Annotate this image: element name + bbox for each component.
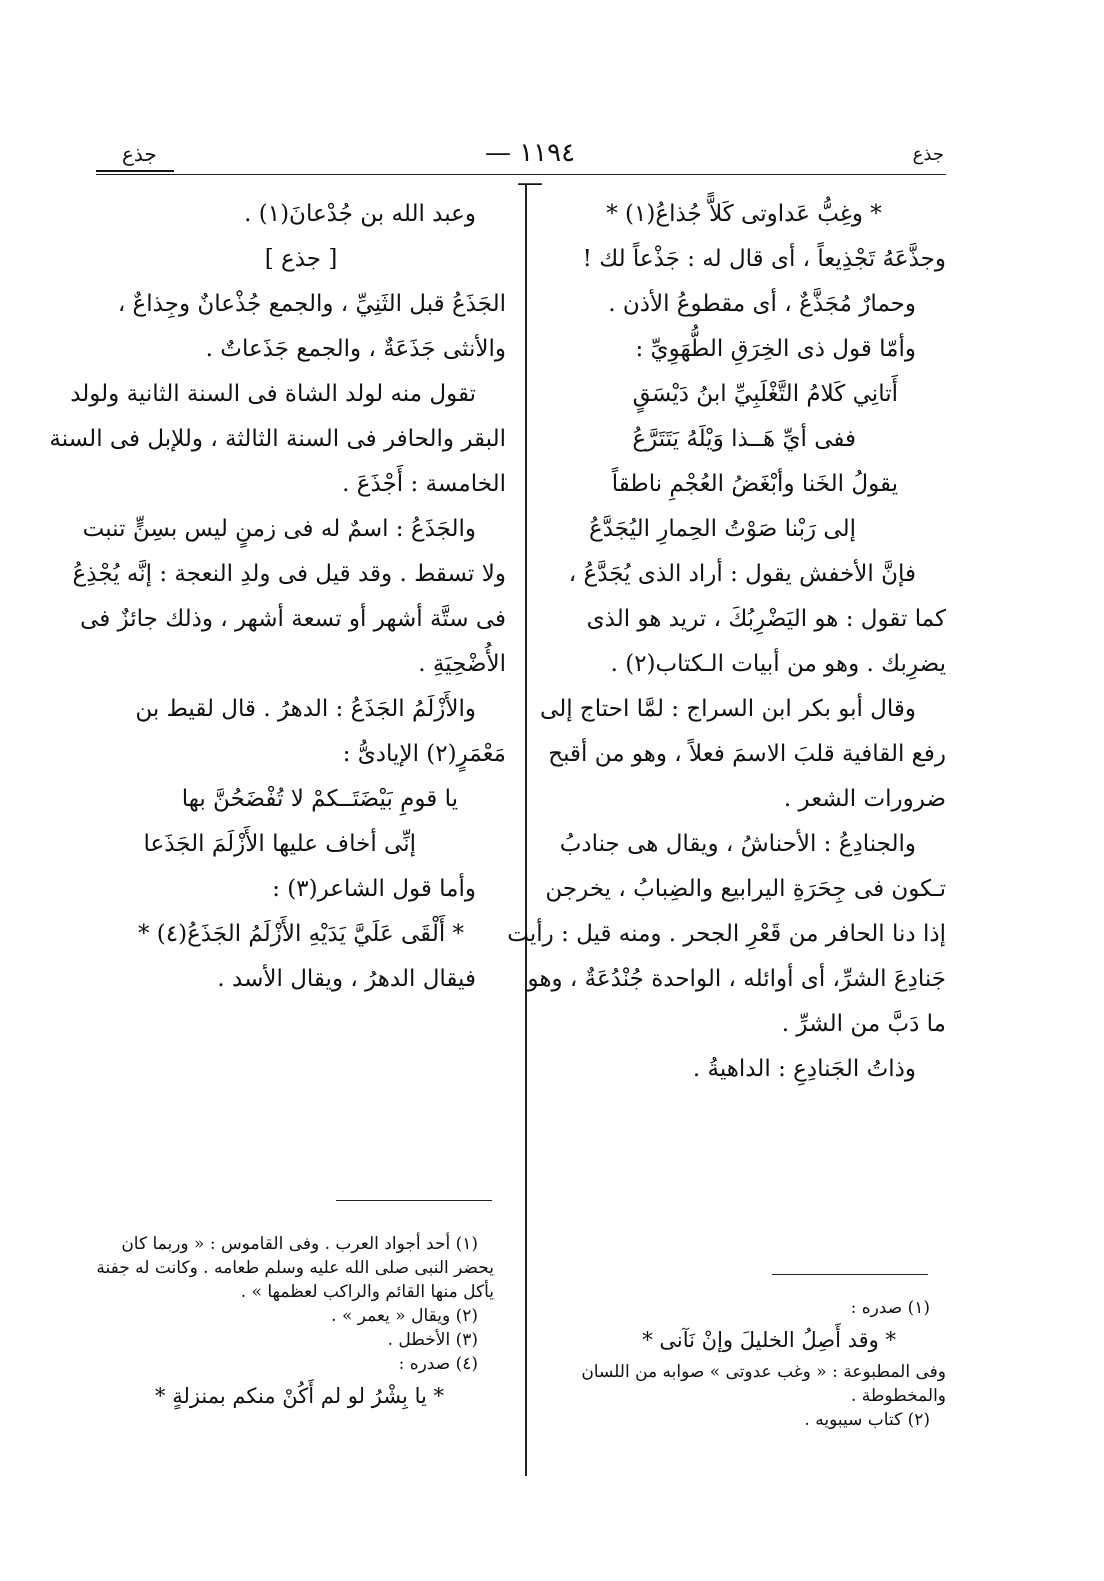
text-line: تـكون فى جِحَرَةِ اليرابيع والضِبابُ ، يخرجن — [545, 876, 946, 902]
header-left-underline — [96, 170, 174, 172]
text-line: والجَذَعُ : اسمٌ له فى زمنٍ ليس بسِنٍّ تنبت — [82, 516, 476, 542]
footnote-rule-left — [336, 1200, 492, 1201]
text-line: ما دَبَّ من الشرِّ . — [781, 1011, 946, 1037]
footnote-line: (٤) صدره : — [398, 1354, 478, 1374]
header-right-headword: جذع — [912, 144, 944, 165]
text-line: والأنثى جَذَعَةٌ ، والجمع جَذَعاتٌ . — [205, 336, 506, 362]
left-footnotes — [96, 1232, 494, 1416]
text-line: وقال أبو بكر ابن السراج : لمَّا احتاج إلى — [540, 696, 916, 722]
footnote-line: (١) أحد أجواد العرب . وفى القاموس : « وربما كان — [121, 1234, 478, 1254]
verse-line: إلى رَبْنا صَوْتُ الحِمارِ اليُجَدَّعُ — [589, 516, 856, 542]
column-divider — [525, 184, 527, 1476]
text-line: تقول منه لولد الشاة فى السنة الثانية ولولد — [70, 381, 476, 407]
footnote-verse: * يا بِشْرُ لو لم أَكُنْ منكم بمنزلةٍ * — [155, 1384, 444, 1408]
text-line: الخامسة : أَجْذَعَ . — [342, 471, 506, 497]
verse-line: يا قومِ بَيْضَتَــكمْ لا تُفْضَحُنَّ بها — [181, 786, 458, 812]
verse-line: * وغِبُّ عَداوتى كَلاًّ جُذاعُ(١) * — [606, 201, 882, 227]
footnote-line: (٣) الأخطل . — [387, 1330, 478, 1350]
footnote-line: (٢) ويقال « يعمر » . — [331, 1306, 478, 1326]
footnote-line: والمخطوطة . — [850, 1386, 946, 1406]
text-line: فى ستَّة أشهر أو تسعة أشهر ، وذلك جائزٌ فى — [80, 606, 506, 632]
text-line: يضرِبك . وهو من أبيات الـكتاب(٢) . — [610, 651, 946, 677]
verse-line: ففى أيِّ هَــذا وَيْلَهُ يَتَتَرَّعُ — [632, 426, 856, 452]
text-line: وأما قول الشاعر(٣) : — [272, 876, 476, 902]
text-line: الأُضْحِيَةِ . — [418, 651, 506, 677]
header-rule — [96, 174, 946, 175]
text-line: ضرورات الشعر . — [783, 786, 946, 812]
verse-line: إنِّى أخاف عليها الأَزْلَمَ الجَذَعا — [143, 831, 416, 857]
text-line: وذاتُ الجَنادِعِ : الداهيةُ . — [692, 1056, 916, 1082]
text-line: كما تقول : هو اليَضْرِبُكَ ، تريد هو الذى — [586, 606, 946, 632]
text-line: رفع القافية قلبَ الاسمَ فعلاً ، وهو من أقبح — [548, 741, 946, 767]
footnote-rule-right — [772, 1274, 928, 1275]
right-column — [507, 192, 946, 1092]
text-line: وجذَّعَهُ تَجْذِيعاً ، أى قال له : جَذْعاً لك ! — [582, 246, 946, 272]
entry-heading: [ جذع ] — [264, 246, 338, 272]
verse-line: * أَلْقَى عَلَيَّ يَدَيْهِ الأَزْلَمُ الجَذَعُ(٤) * — [137, 921, 465, 947]
verse-line: أَتانِي كَلامُ التَّغْلَبِيِّ ابنُ دَيْسَقٍ — [632, 381, 898, 407]
text-line: فيقال الدهرُ ، ويقال الأسد . — [217, 966, 476, 992]
text-line: وعبد الله بن جُدْعانَ(١) . — [244, 201, 476, 227]
page-number: — ١١٩٤ — — [484, 138, 576, 198]
footnote-line: (١) صدره : — [850, 1298, 930, 1318]
text-line: والجنادِعُ : الأحناشُ ، ويقال هى جنادبُ — [559, 831, 916, 857]
footnote-verse: * وقد أَصِلُ الخليلَ وإنْ نَآنى * — [642, 1328, 896, 1352]
text-line: البقر والحافر فى السنة الثالثة ، وللإبل فى السنة — [49, 426, 506, 452]
right-footnotes — [544, 1296, 946, 1432]
footnote-line: يحضر النبى صلى الله عليه وسلم طعامه . وكانت له جفنة — [96, 1258, 494, 1278]
text-line: إذا دنا الحافر من قَعْرِ الجحر . ومنه قيل : رأيت — [507, 921, 946, 947]
text-line: الجَذَعُ قبل الثَنِيِّ ، والجمع جُذْعانٌ وجِذاعٌ ، — [117, 291, 506, 317]
text-line: وأمّا قول ذى الخِرَقِ الطُّهَوِيِّ : — [635, 336, 916, 362]
footnote-line: وفى المطبوعة : « وغب عدوتى » صوابه من اللسان — [581, 1362, 946, 1382]
footnote-line: (٢) كتاب سيبويه . — [804, 1410, 930, 1430]
verse-line: يقولُ الخَنا وأبْغَضُ العُجْمِ ناطقاً — [611, 471, 898, 497]
text-line: وحمارٌ مُجَذَّعٌ ، أى مقطوعُ الأذن . — [608, 291, 916, 317]
text-line: والأَزْلَمُ الجَذَعُ : الدهرُ . قال لقيط بن — [135, 696, 476, 722]
left-column — [49, 192, 506, 1002]
text-line: ولا تسقط . وقد قيل فى ولدِ النعجة : إنَّه يُجْذِعُ — [72, 561, 506, 587]
text-line: فإنَّ الأخفش يقول : أراد الذى يُجَدَّعُ ، — [568, 561, 916, 587]
text-line: جَنادِعَ الشرِّ، أى أوائله ، الواحدة جُنْدُعَةٌ ، وهو — [527, 966, 946, 992]
text-line: مَعْمَرٍ(٢) الإيادىُّ : — [342, 741, 506, 767]
header-left-headword: جذع — [122, 142, 157, 166]
footnote-line: يأكل منها القائم والراكب لعظمها » . — [240, 1282, 494, 1302]
